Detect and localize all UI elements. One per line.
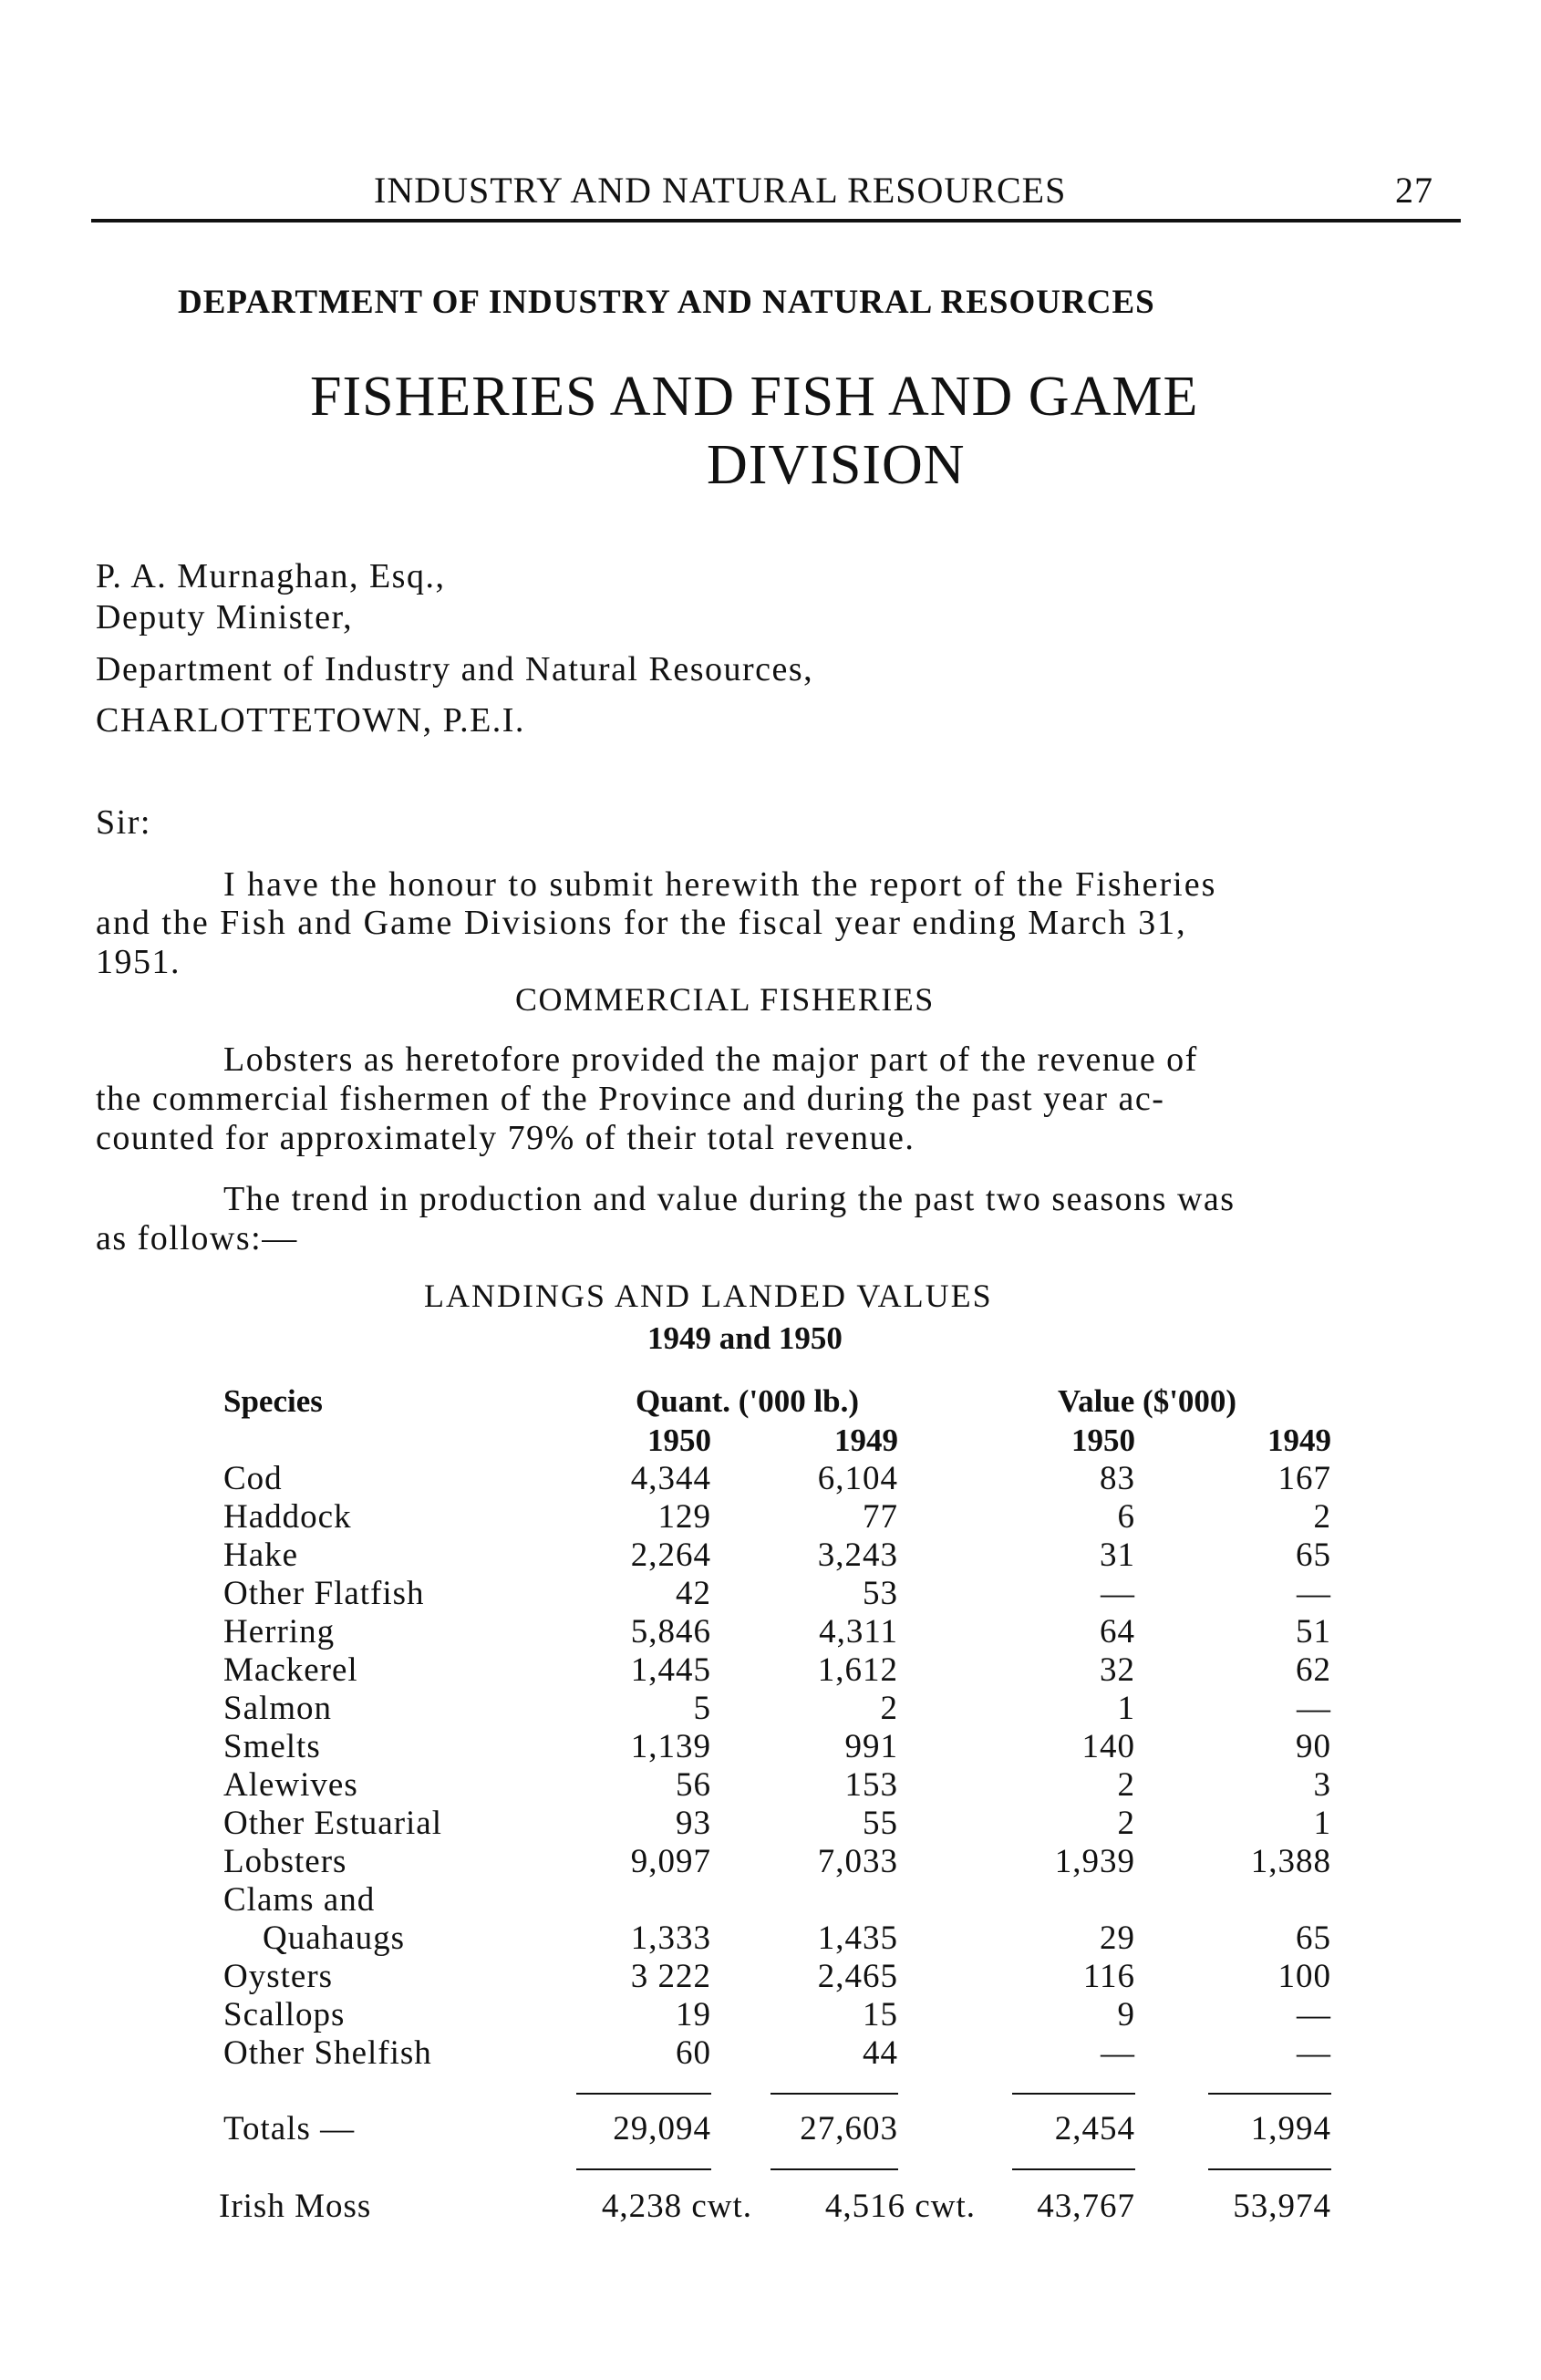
running-header-title: INDUSTRY AND NATURAL RESOURCES xyxy=(374,170,1067,211)
species-cell: Alewives xyxy=(223,1766,358,1804)
totals-v1950: 2,454 xyxy=(1054,2110,1135,2147)
division-title-line2: DIVISION xyxy=(707,434,966,496)
species-cell: Other Shelfish xyxy=(223,2034,432,2072)
v1949-cell: 2 xyxy=(1313,1498,1331,1536)
q1949-cell: 2,465 xyxy=(817,1958,898,1995)
v1949-cell: — xyxy=(1297,2034,1331,2072)
q1950-cell: 4,344 xyxy=(630,1460,711,1497)
q1949-cell: 1,435 xyxy=(817,1920,898,1957)
q1949-total-rule-top xyxy=(770,2093,898,2095)
totals-q1949: 27,603 xyxy=(800,2110,898,2147)
species-cell: Other Estuarial xyxy=(223,1805,442,1842)
v1950-cell: 1,939 xyxy=(1054,1843,1135,1880)
species-cell: Oysters xyxy=(223,1958,334,1995)
v1950-cell: 116 xyxy=(1082,1958,1135,1995)
v1950-cell: 1 xyxy=(1117,1690,1135,1727)
v1950-cell: 9 xyxy=(1117,1996,1135,2033)
species-cell: Herring xyxy=(223,1613,336,1650)
intro-line-3: 1951. xyxy=(96,943,181,981)
species-column-header: Species xyxy=(223,1383,323,1419)
v1949-cell: 100 xyxy=(1277,1958,1331,1995)
division-title-line1: FISHERIES AND FISH AND GAME xyxy=(310,366,1199,428)
v1950-total-rule-top xyxy=(1012,2093,1135,2095)
q1949-cell: 4,311 xyxy=(819,1613,898,1650)
year-header-q1949: 1949 xyxy=(834,1423,898,1458)
v1949-total-rule-bottom xyxy=(1208,2168,1331,2170)
v1949-cell: 3 xyxy=(1313,1766,1331,1804)
species-cell: Hake xyxy=(223,1537,299,1574)
q1950-cell: 42 xyxy=(676,1575,711,1612)
species-cell: Scallops xyxy=(223,1996,346,2033)
v1949-cell: — xyxy=(1297,1996,1331,2033)
address-line-1: P. A. Murnaghan, Esq., xyxy=(96,557,446,595)
lobster-line-3: counted for approximately 79% of their total revenue. xyxy=(96,1119,915,1157)
q1949-cell: 15 xyxy=(863,1996,898,2033)
species-cell: Smelts xyxy=(223,1728,321,1765)
v1950-cell: — xyxy=(1101,1575,1135,1612)
q1950-cell: 56 xyxy=(676,1766,711,1804)
totals-v1949: 1,994 xyxy=(1250,2110,1331,2147)
species-cell: Salmon xyxy=(223,1690,333,1727)
v1950-cell: 31 xyxy=(1100,1537,1135,1574)
q1950-total-rule-bottom xyxy=(576,2168,711,2170)
v1949-cell: 90 xyxy=(1296,1728,1331,1765)
year-header-v1950: 1950 xyxy=(1071,1423,1135,1458)
q1950-cell: 1,333 xyxy=(630,1920,711,1957)
q1949-cell: 2 xyxy=(880,1690,898,1727)
v1949-cell: — xyxy=(1297,1575,1331,1612)
q1950-total-rule-top xyxy=(576,2093,711,2095)
q1950-cell: 5,846 xyxy=(630,1613,711,1650)
page-number: 27 xyxy=(1395,170,1433,211)
v1949-cell: 167 xyxy=(1277,1460,1331,1497)
salutation: Sir: xyxy=(96,803,151,842)
v1950-cell: — xyxy=(1101,2034,1135,2072)
irish-moss-q1949: 4,516 cwt. xyxy=(824,2188,976,2225)
v1950-cell: 32 xyxy=(1100,1651,1135,1689)
species-cell: Haddock xyxy=(223,1498,352,1536)
totals-label: Totals — xyxy=(223,2110,356,2147)
trend-line-1: The trend in production and value during the past two seasons was xyxy=(223,1180,1236,1218)
section-heading: COMMERCIAL FISHERIES xyxy=(515,981,935,1018)
v1950-total-rule-bottom xyxy=(1012,2168,1135,2170)
irish-moss-label: Irish Moss xyxy=(219,2188,372,2225)
v1950-cell: 64 xyxy=(1100,1613,1135,1650)
department-heading: DEPARTMENT OF INDUSTRY AND NATURAL RESOURCES xyxy=(178,284,1155,321)
q1949-cell: 77 xyxy=(863,1498,898,1536)
q1949-cell: 153 xyxy=(844,1766,898,1804)
q1950-cell: 129 xyxy=(657,1498,711,1536)
v1949-cell: 65 xyxy=(1296,1920,1331,1957)
irish-moss-q1950: 4,238 cwt. xyxy=(601,2188,752,2225)
totals-q1950: 29,094 xyxy=(613,2110,711,2147)
intro-line-1: I have the honour to submit herewith the report of the Fisheries xyxy=(223,865,1217,904)
q1950-cell: 1,139 xyxy=(630,1728,711,1765)
q1949-cell: 3,243 xyxy=(817,1537,898,1574)
q1949-cell: 44 xyxy=(863,2034,898,2072)
species-cell: Lobsters xyxy=(223,1843,347,1880)
q1950-cell: 93 xyxy=(676,1805,711,1842)
q1950-cell: 60 xyxy=(676,2034,711,2072)
v1950-cell: 83 xyxy=(1100,1460,1135,1497)
q1950-cell: 5 xyxy=(693,1690,711,1727)
v1949-cell: 62 xyxy=(1296,1651,1331,1689)
address-line-3: Department of Industry and Natural Resources, xyxy=(96,650,814,688)
address-line-2: Deputy Minister, xyxy=(96,598,354,636)
lobster-line-1: Lobsters as heretofore provided the major part of the revenue of xyxy=(223,1040,1198,1079)
year-header-v1949: 1949 xyxy=(1267,1423,1331,1458)
q1949-cell: 6,104 xyxy=(817,1460,898,1497)
table-subtitle: 1949 and 1950 xyxy=(647,1320,843,1356)
species-cell: Other Flatfish xyxy=(223,1575,425,1612)
species-cell: Cod xyxy=(223,1460,283,1497)
intro-line-2: and the Fish and Game Divisions for the fiscal year ending March 31, xyxy=(96,904,1187,942)
address-line-4: CHARLOTTETOWN, P.E.I. xyxy=(96,701,525,740)
species-cell: Clams and xyxy=(223,1881,376,1919)
q1949-cell: 7,033 xyxy=(817,1843,898,1880)
header-rule xyxy=(91,219,1461,222)
species-cell: Quahaugs xyxy=(263,1920,405,1957)
v1950-cell: 2 xyxy=(1117,1805,1135,1842)
q1950-cell: 3 222 xyxy=(630,1958,711,1995)
species-cell: Mackerel xyxy=(223,1651,358,1689)
irish-moss-v1949: 53,974 xyxy=(1233,2188,1331,2225)
irish-moss-v1950: 43,767 xyxy=(1037,2188,1135,2225)
v1950-cell: 2 xyxy=(1117,1766,1135,1804)
v1949-cell: 1,388 xyxy=(1250,1843,1331,1880)
v1949-cell: 65 xyxy=(1296,1537,1331,1574)
v1950-cell: 140 xyxy=(1081,1728,1135,1765)
v1950-cell: 29 xyxy=(1100,1920,1135,1957)
lobster-line-2: the commercial fishermen of the Province and during the past year ac- xyxy=(96,1080,1165,1118)
v1949-total-rule-top xyxy=(1208,2093,1331,2095)
q1949-cell: 991 xyxy=(844,1728,898,1765)
q1950-cell: 9,097 xyxy=(630,1843,711,1880)
v1950-cell: 6 xyxy=(1117,1498,1135,1536)
year-header-q1950: 1950 xyxy=(647,1423,711,1458)
q1950-cell: 19 xyxy=(676,1996,711,2033)
quantity-column-header: Quant. ('000 lb.) xyxy=(636,1383,860,1419)
v1949-cell: — xyxy=(1297,1690,1331,1727)
v1949-cell: 1 xyxy=(1313,1805,1331,1842)
q1949-cell: 1,612 xyxy=(817,1651,898,1689)
q1950-cell: 1,445 xyxy=(630,1651,711,1689)
q1949-cell: 53 xyxy=(863,1575,898,1612)
trend-line-2: as follows:— xyxy=(96,1219,298,1257)
q1949-total-rule-bottom xyxy=(770,2168,898,2170)
v1949-cell: 51 xyxy=(1296,1613,1331,1650)
value-column-header: Value ($'000) xyxy=(1058,1383,1237,1419)
q1950-cell: 2,264 xyxy=(630,1537,711,1574)
q1949-cell: 55 xyxy=(863,1805,898,1842)
table-title: LANDINGS AND LANDED VALUES xyxy=(424,1278,993,1314)
